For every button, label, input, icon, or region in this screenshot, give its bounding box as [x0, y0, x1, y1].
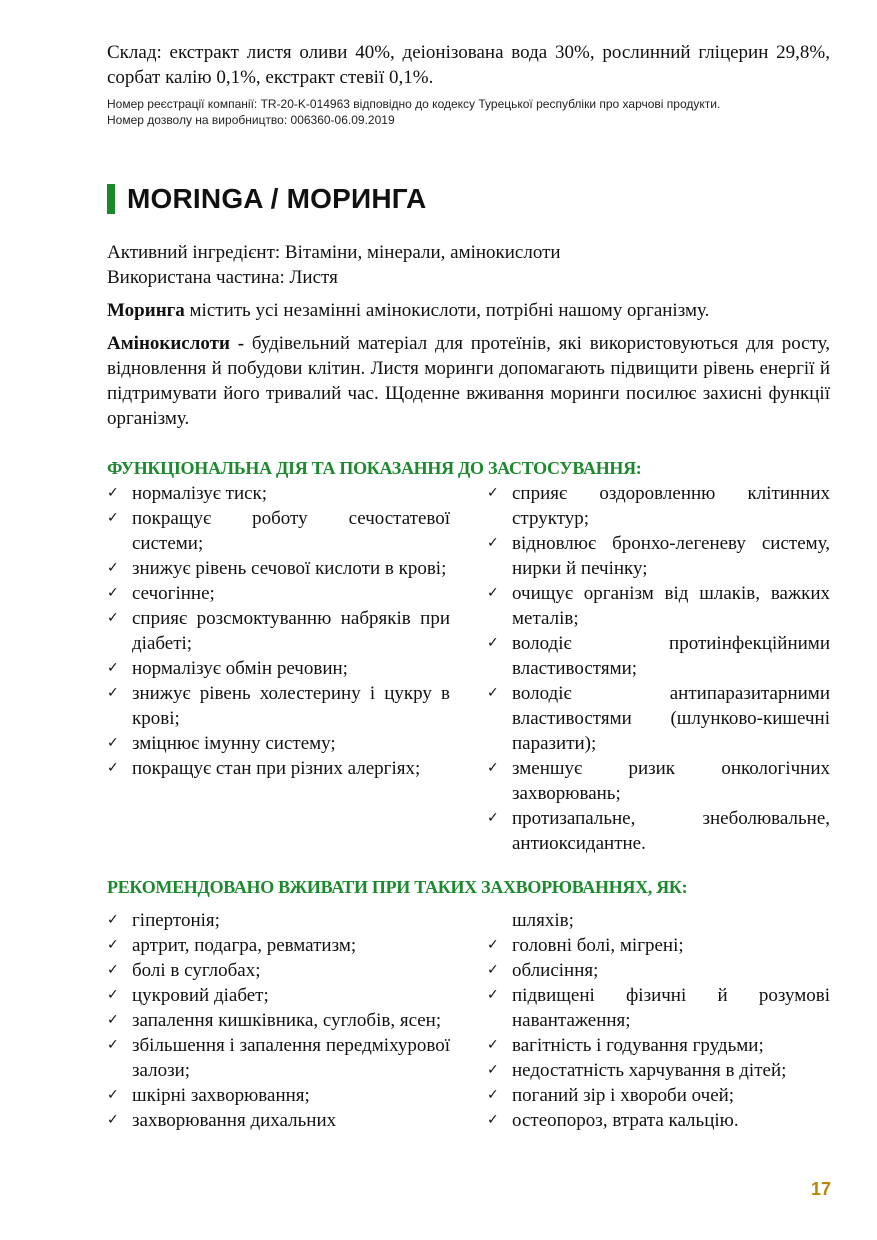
list-item-text: шкірні захворювання; — [132, 1085, 310, 1106]
list-item-text: болі в суглобах; — [132, 960, 261, 981]
list-item-text: цукровий діабет; — [132, 985, 269, 1006]
list-item — [107, 958, 450, 983]
check-icon: ✓ — [487, 1062, 499, 1078]
list-item-text: покращує роботу сечостатевої системи; — [132, 508, 450, 554]
check-icon: ✓ — [107, 585, 119, 601]
check-icon: ✓ — [107, 912, 119, 928]
check-icon: ✓ — [487, 585, 499, 601]
recommended-left-column — [107, 908, 450, 1133]
recommended-left-list — [107, 908, 450, 1133]
check-icon: ✓ — [107, 962, 119, 978]
list-item-text: недостатність харчування в дітей; — [512, 1060, 787, 1081]
list-item-text: гіпертонія; — [132, 910, 220, 931]
check-icon: ✓ — [487, 485, 499, 501]
paragraph-amino-text: будівельний матеріал для протеїнів, які використовуються для росту, відновлення й побудови клітин. Листя моринги допомагають підвищити рівень енергії й підтримувати його тривалий час. Щоденне вживання моринги посилює захисні функції організму. — [107, 333, 830, 429]
list-item-text: сприяє оздоровленню клітинних структур; — [512, 483, 830, 529]
list-item — [487, 806, 830, 856]
list-item — [107, 1108, 450, 1133]
paragraph-amino-bold: Амінокислоти - — [107, 333, 245, 354]
check-icon: ✓ — [107, 735, 119, 751]
check-icon: ✓ — [487, 1037, 499, 1053]
list-item — [487, 581, 830, 631]
list-item — [487, 983, 830, 1033]
list-item-text: зменшує ризик онкологічних захворювань; — [512, 758, 830, 804]
list-item-text: збільшення і запалення передміхурової залози; — [132, 1035, 450, 1081]
check-icon: ✓ — [107, 760, 119, 776]
check-icon: ✓ — [487, 685, 499, 701]
list-item-text: вагітність і годування грудьми; — [512, 1035, 764, 1056]
list-item — [107, 556, 450, 581]
page-content — [107, 40, 830, 1133]
check-icon: ✓ — [487, 1112, 499, 1128]
section-heading — [107, 182, 830, 216]
list-item-text: знижує рівень холестерину і цукру в крові; — [132, 683, 450, 729]
list-item — [107, 1083, 450, 1108]
check-icon: ✓ — [107, 1037, 119, 1053]
check-icon: ✓ — [107, 1012, 119, 1028]
functional-columns — [107, 481, 830, 856]
list-item — [107, 606, 450, 656]
page-number: 17 — [810, 1179, 831, 1199]
list-item — [487, 1108, 830, 1133]
used-part: Використана частина: Листя — [107, 267, 338, 288]
check-icon: ✓ — [487, 1087, 499, 1103]
functional-left-list — [107, 481, 450, 781]
list-item — [107, 681, 450, 731]
recommended-title: РЕКОМЕНДОВАНО ВЖИВАТИ ПРИ ТАКИХ ЗАХВОРЮВАННЯХ, ЯК: — [107, 877, 688, 897]
registration-line-1: Номер реєстрації компанії: TR-20-K-014963 відповідно до кодексу Турецької республіки про харчові продукти. — [107, 97, 721, 111]
list-item-text: сприяє розсмоктуванню набряків при діабеті; — [132, 608, 450, 654]
check-icon: ✓ — [107, 1112, 119, 1128]
list-item — [107, 933, 450, 958]
list-item-text: артрит, подагра, ревматизм; — [132, 935, 357, 956]
check-icon: ✓ — [487, 937, 499, 953]
list-item — [107, 731, 450, 756]
functional-title: ФУНКЦІОНАЛЬНА ДІЯ ТА ПОКАЗАННЯ ДО ЗАСТОСУВАННЯ: — [107, 458, 642, 478]
list-item — [107, 481, 450, 506]
list-item — [107, 983, 450, 1008]
check-icon: ✓ — [107, 937, 119, 953]
list-item-text: головні болі, мігрені; — [512, 935, 684, 956]
list-item — [107, 1008, 450, 1033]
list-item — [487, 1083, 830, 1108]
list-item — [487, 1033, 830, 1058]
list-item-text: підвищені фізичні й розумові навантаження; — [512, 985, 830, 1031]
list-item-text: відновлює бронхо-легеневу систему, нирки й печінку; — [512, 533, 830, 579]
list-item — [107, 506, 450, 556]
check-icon: ✓ — [107, 660, 119, 676]
list-item-text: протизапальне, знеболювальне, антиоксидантне. — [512, 808, 830, 854]
check-icon: ✓ — [487, 987, 499, 1003]
functional-right-column — [487, 481, 830, 856]
registration-line-2: Номер дозволу на виробництво: 006360-06.09.2019 — [107, 113, 395, 127]
list-item — [107, 908, 450, 933]
list-item-text: очищує організм від шлаків, важких металів; — [512, 583, 830, 629]
check-icon: ✓ — [107, 560, 119, 576]
list-item-text: зміцнює імунну систему; — [132, 733, 336, 754]
paragraph-moringa — [107, 298, 830, 323]
list-item-text: знижує рівень сечової кислоти в крові; — [132, 558, 447, 579]
functional-left-column — [107, 481, 450, 856]
recommended-columns — [107, 908, 830, 1133]
paragraph-moringa-bold: Моринга — [107, 300, 185, 321]
paragraph-amino — [107, 331, 830, 431]
list-item — [107, 1033, 450, 1083]
recommended-right-list — [487, 933, 830, 1133]
list-item-text: володіє протиінфекційними властивостями; — [512, 633, 830, 679]
list-item-text: захворювання дихальних — [132, 1110, 337, 1131]
list-item-text: нормалізує тиск; — [132, 483, 268, 504]
active-ingredient: Активний інгредієнт: Вітаміни, мінерали, амінокислоти — [107, 242, 561, 263]
list-item-text: запалення кишківника, суглобів, ясен; — [132, 1010, 442, 1031]
list-item — [107, 581, 450, 606]
check-icon: ✓ — [487, 535, 499, 551]
list-item — [487, 1058, 830, 1083]
recommended-right-column — [487, 908, 830, 1133]
check-icon: ✓ — [107, 685, 119, 701]
functional-right-list — [487, 481, 830, 856]
list-item — [487, 481, 830, 531]
recommended-continuation: шляхів; — [512, 910, 574, 931]
list-item — [487, 681, 830, 756]
check-icon: ✓ — [107, 987, 119, 1003]
check-icon: ✓ — [487, 810, 499, 826]
check-icon: ✓ — [487, 760, 499, 776]
paragraph-moringa-text: містить усі незамінні амінокислоти, потрібні нашому організму. — [184, 300, 710, 321]
list-item — [107, 756, 450, 781]
check-icon: ✓ — [107, 485, 119, 501]
check-icon: ✓ — [487, 962, 499, 978]
composition-text: Склад: екстракт листя оливи 40%, деіонізована вода 30%, рослинний гліцерин 29,8%, сорбат калію 0,1%, екстракт стевії 0,1%. — [107, 42, 830, 88]
check-icon: ✓ — [487, 635, 499, 651]
check-icon: ✓ — [107, 1087, 119, 1103]
list-item-text: володіє антипаразитарними властивостями (шлунково-кишечні паразити); — [512, 683, 830, 754]
list-item-text: облисіння; — [512, 960, 599, 981]
list-item-text: остеопороз, втрата кальцію. — [512, 1110, 739, 1131]
list-item — [107, 656, 450, 681]
section-title: MORINGA / МОРИНГА — [127, 183, 427, 214]
list-item-text: покращує стан при різних алергіях; — [132, 758, 421, 779]
list-item — [487, 933, 830, 958]
list-item-text: поганий зір і хвороби очей; — [512, 1085, 735, 1106]
check-icon: ✓ — [107, 510, 119, 526]
list-item — [487, 531, 830, 581]
list-item — [487, 631, 830, 681]
list-item-text: нормалізує обмін речовин; — [132, 658, 348, 679]
list-item — [487, 756, 830, 806]
check-icon: ✓ — [107, 610, 119, 626]
heading-accent-bar — [107, 184, 115, 214]
list-item-text: сечогінне; — [132, 583, 215, 604]
list-item — [487, 958, 830, 983]
